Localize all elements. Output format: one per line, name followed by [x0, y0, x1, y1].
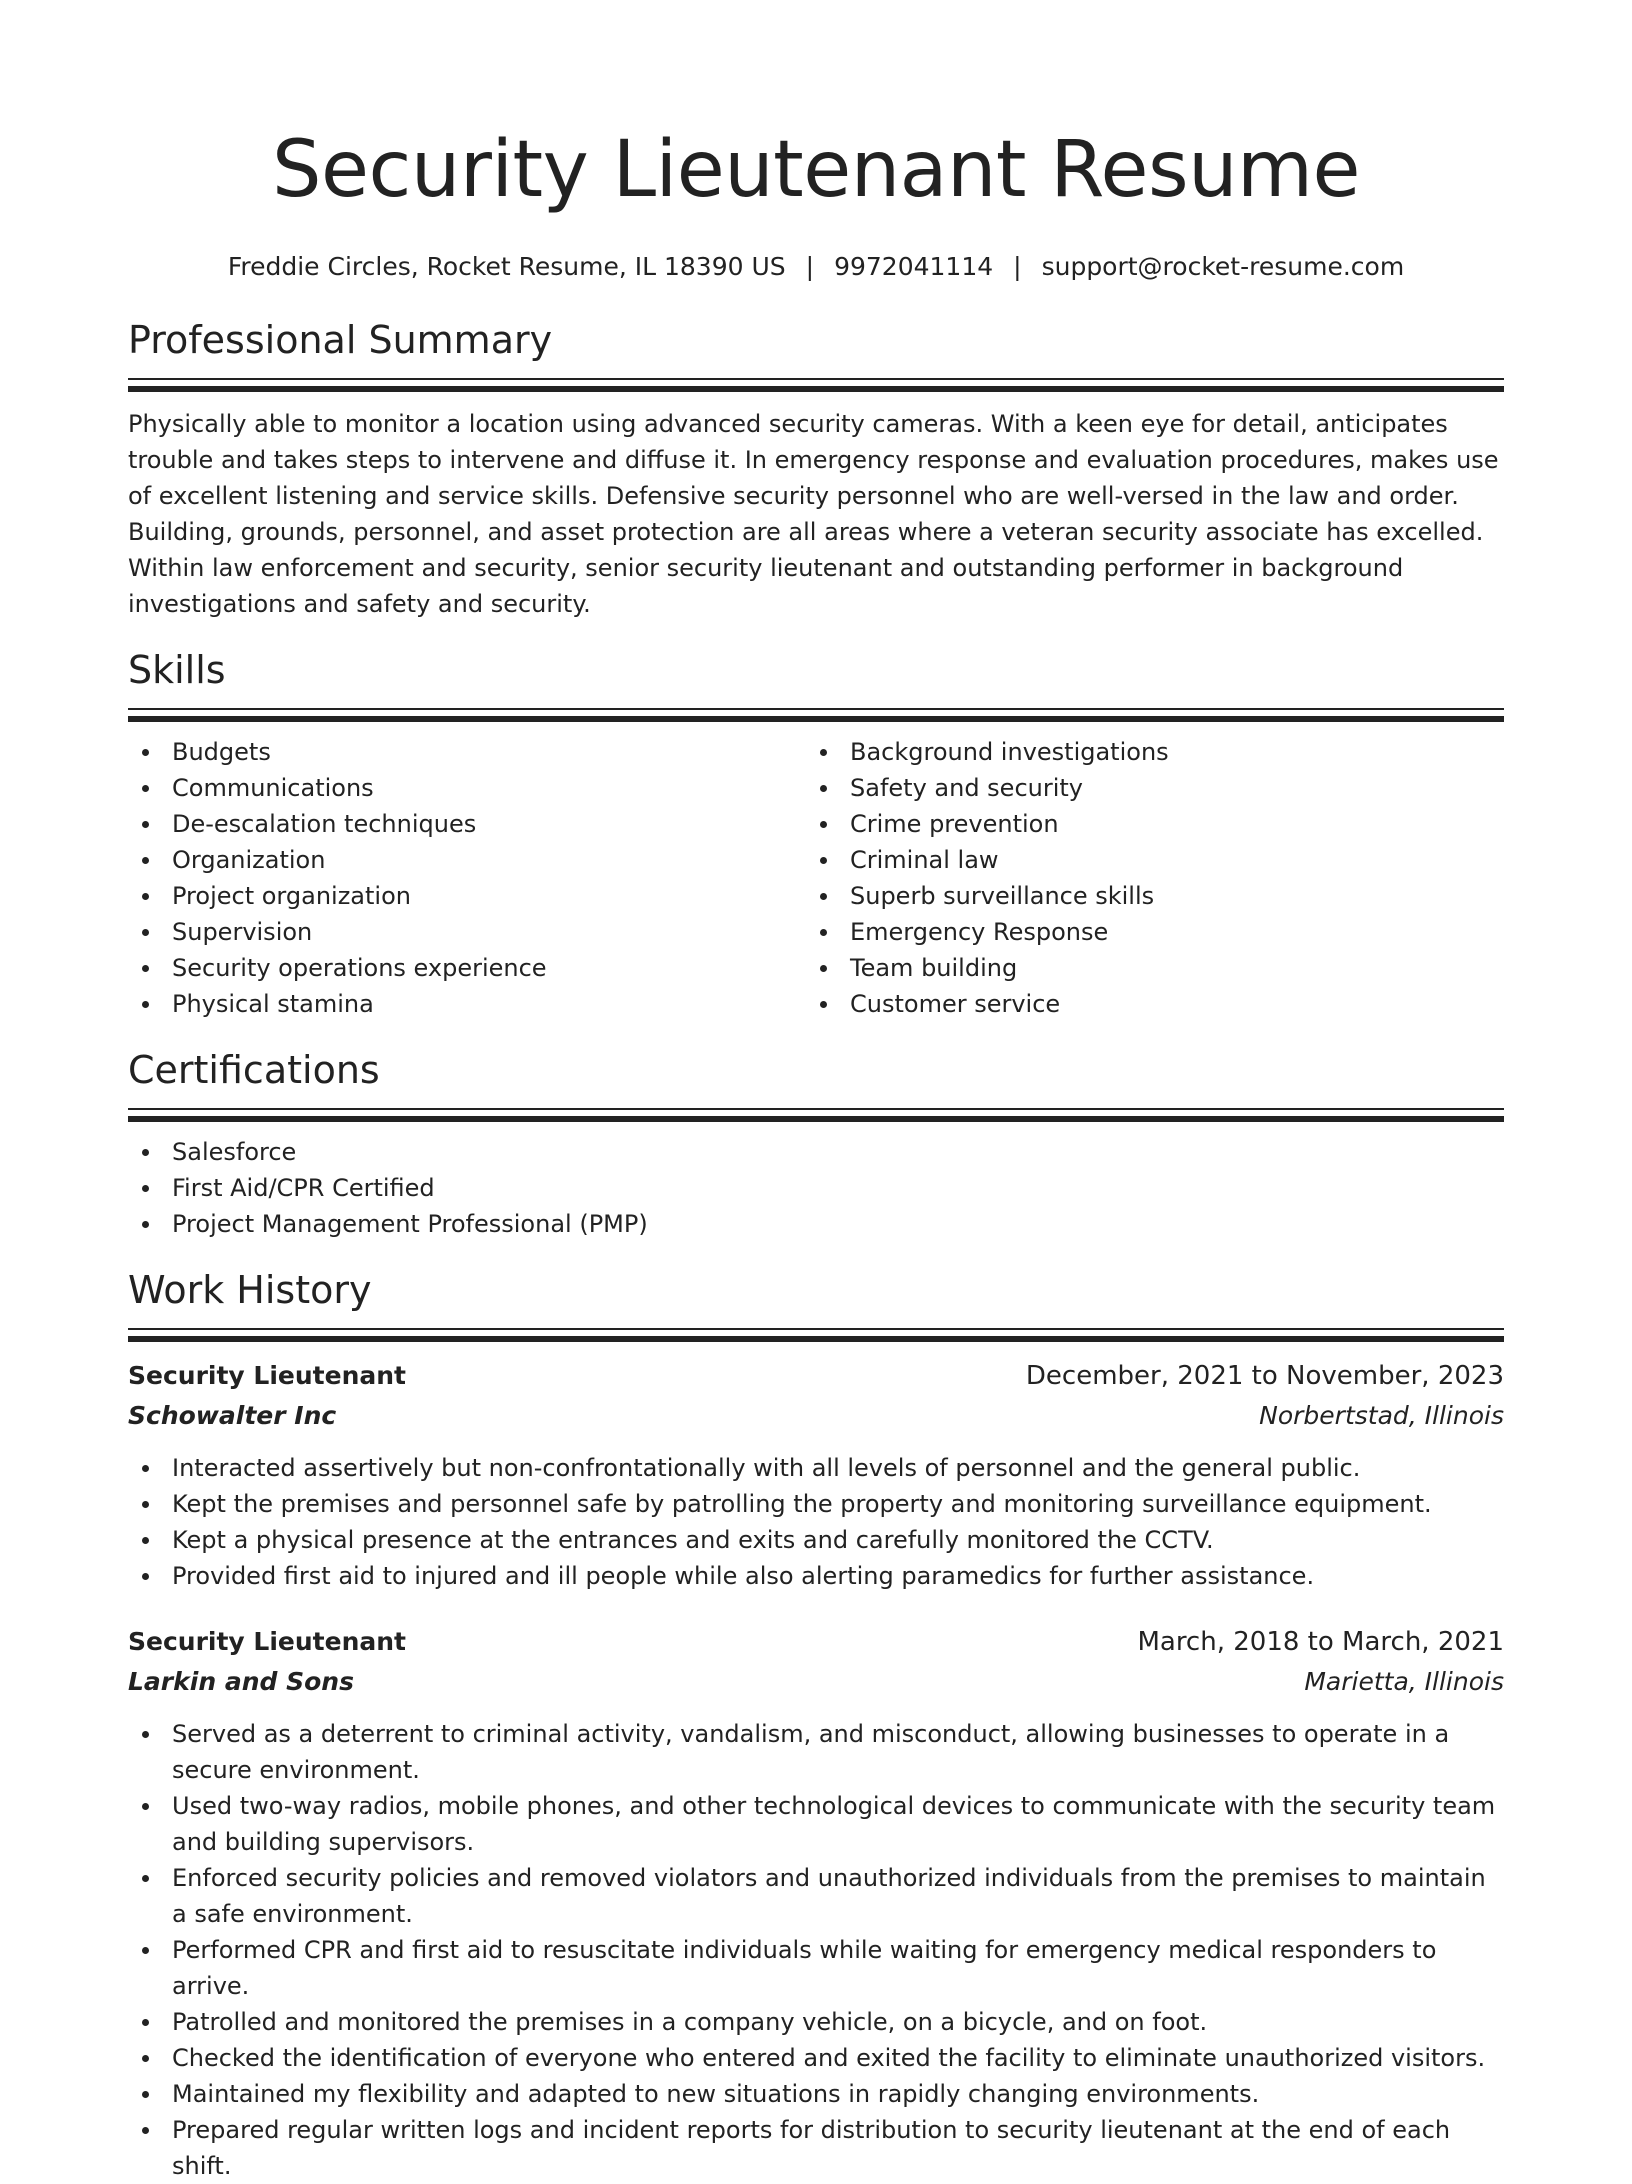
summary-text: Physically able to monitor a location using advanced security cameras. With a keen eye for detail, anticipates trouble and takes steps to intervene and diffuse it. In emergency response and evaluation procedures, makes use of excellent listening and service skills. Defensive security personnel who are well-versed in the law and order. Building, grounds, personnel, and asset protection are all areas where a veteran security associate has excelled. Within law enforcement and security, senior security lieutenant and outstanding performer in background investigations and safety and security. — [128, 410, 1499, 618]
certifications-list — [128, 1134, 1504, 1242]
certification-item: Salesforce — [128, 1134, 1504, 1170]
skill-item: Communications — [128, 770, 806, 806]
skill-item: Budgets — [128, 734, 806, 770]
skill-item: Background investigations — [806, 734, 1484, 770]
work-history-heading: Work History — [128, 1268, 372, 1312]
job-header — [128, 1622, 1504, 1662]
contact-email: support@rocket-resume.com — [1041, 252, 1405, 281]
skill-item: Project organization — [128, 878, 806, 914]
skill-item: Organization — [128, 842, 806, 878]
job-bullet: Maintained my flexibility and adapted to new situations in rapidly changing environments. — [128, 2076, 1504, 2112]
job-bullet: Provided first aid to injured and ill people while also alerting paramedics for further assistance. — [128, 1558, 1504, 1594]
resume-page — [128, 0, 1504, 2184]
job-subheader — [128, 1662, 1504, 1702]
job-bullet-list — [128, 1450, 1504, 1594]
job-bullet: Used two-way radios, mobile phones, and other technological devices to communicate with the security team and building supervisors. — [128, 1788, 1504, 1860]
skills-list-right — [806, 734, 1484, 1022]
job-location: Norbertstad, Illinois — [1259, 1401, 1504, 1430]
certification-item: Project Management Professional (PMP) — [128, 1206, 1504, 1242]
job-bullet-list — [128, 1716, 1504, 2184]
skill-item: Superb surveillance skills — [806, 878, 1484, 914]
job-bullet: Checked the identification of everyone who entered and exited the facility to eliminate unauthorized visitors. — [128, 2040, 1504, 2076]
job-bullet: Kept a physical presence at the entrances and exits and carefully monitored the CCTV. — [128, 1522, 1504, 1558]
contact-separator: | — [805, 252, 815, 281]
skill-item: Criminal law — [806, 842, 1484, 878]
skill-item: Crime prevention — [806, 806, 1484, 842]
skills-list-left — [128, 734, 806, 1022]
page-title: Security Lieutenant Resume — [272, 125, 1360, 215]
job-spacer — [128, 1594, 1504, 1622]
job-bullet: Served as a deterrent to criminal activity, vandalism, and misconduct, allowing businesses to operate in a secure environment. — [128, 1716, 1504, 1788]
job-company: Larkin and Sons — [128, 1667, 354, 1696]
skill-item: Team building — [806, 950, 1484, 986]
job-location: Marietta, Illinois — [1304, 1667, 1504, 1696]
certifications-heading: Certifications — [128, 1048, 380, 1092]
job-bullet: Interacted assertively but non-confrontationally with all levels of personnel and the general public. — [128, 1450, 1504, 1486]
summary-heading: Professional Summary — [128, 318, 553, 362]
section-divider — [128, 1108, 1504, 1122]
skills-grid — [128, 734, 1504, 1022]
contact-phone: 9972041114 — [834, 252, 994, 281]
job-subheader — [128, 1396, 1504, 1436]
skill-item: Supervision — [128, 914, 806, 950]
job-title: Security Lieutenant — [128, 1627, 407, 1656]
skill-item: Customer service — [806, 986, 1484, 1022]
skill-item: Security operations experience — [128, 950, 806, 986]
job-header — [128, 1356, 1504, 1396]
contact-line — [128, 250, 1504, 284]
job-dates: March, 2018 to March, 2021 — [1137, 1627, 1504, 1657]
contact-separator: | — [1013, 252, 1022, 281]
job-title: Security Lieutenant — [128, 1361, 407, 1390]
skill-item: Emergency Response — [806, 914, 1484, 950]
skill-item: Physical stamina — [128, 986, 806, 1022]
skill-item: Safety and security — [806, 770, 1484, 806]
job-bullet: Kept the premises and personnel safe by patrolling the property and monitoring surveillance equipment. — [128, 1486, 1504, 1522]
job-bullet: Patrolled and monitored the premises in a company vehicle, on a bicycle, and on foot. — [128, 2004, 1504, 2040]
job-entry — [128, 1356, 1504, 1594]
job-dates: December, 2021 to November, 2023 — [1025, 1361, 1504, 1391]
certification-item: First Aid/CPR Certified — [128, 1170, 1504, 1206]
job-bullet: Performed CPR and first aid to resuscitate individuals while waiting for emergency medical responders to arrive. — [128, 1932, 1504, 2004]
skills-heading: Skills — [128, 648, 226, 692]
job-bullet: Prepared regular written logs and incident reports for distribution to security lieutenant at the end of each shift. — [128, 2112, 1504, 2184]
job-bullet: Enforced security policies and removed violators and unauthorized individuals from the premises to maintain a safe environment. — [128, 1860, 1504, 1932]
summary-section — [128, 314, 1504, 622]
skills-section — [128, 644, 1504, 1022]
certifications-section — [128, 1044, 1504, 1242]
work-history-section — [128, 1264, 1504, 2184]
job-company: Schowalter Inc — [128, 1401, 337, 1430]
contact-address: Freddie Circles, Rocket Resume, IL 18390 US — [227, 252, 786, 281]
skill-item: De-escalation techniques — [128, 806, 806, 842]
job-entry — [128, 1622, 1504, 2184]
section-divider — [128, 1328, 1504, 1342]
section-divider — [128, 378, 1504, 392]
section-divider — [128, 708, 1504, 722]
